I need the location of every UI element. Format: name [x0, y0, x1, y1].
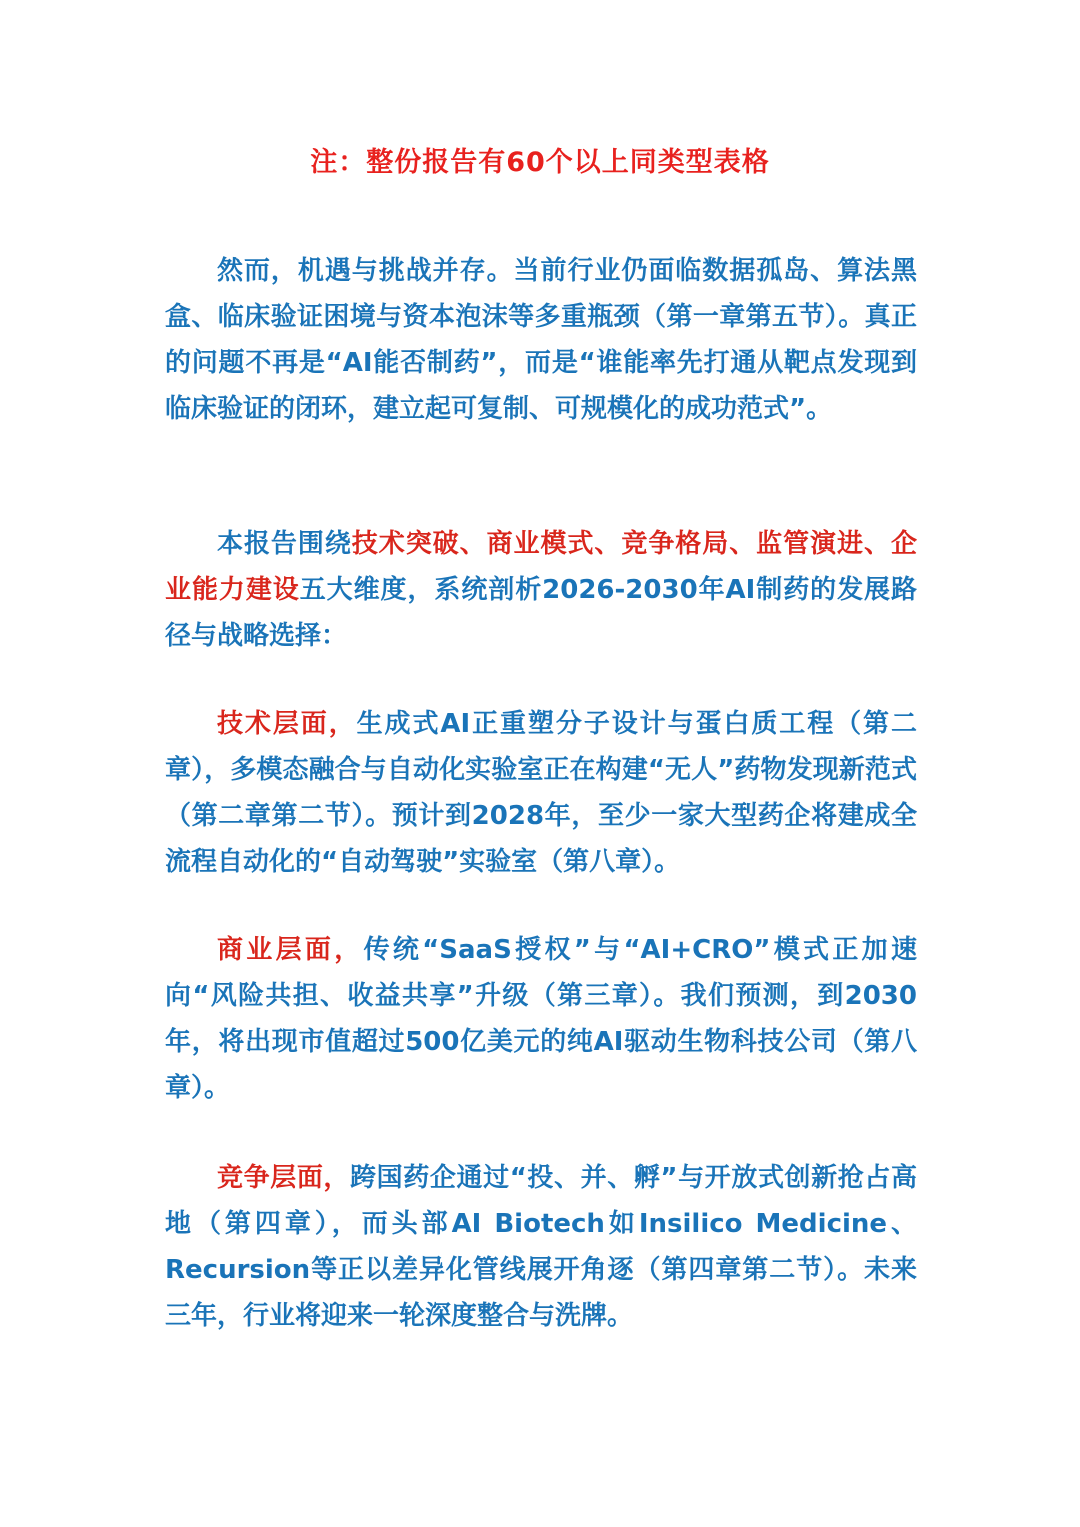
paragraph-lead-competition: 竞争层面， [217, 1163, 351, 1193]
paragraph-text: 然而，机遇与挑战并存。当前行业仍面临数据孤岛、算法黑盒、临床验证困境与资本泡沫等多重瓶颈（第一章第五节）。真正的问题不再是“AI能否制药”，而是“谁能率先打通从靶点发现到临床验证的闭环，建立起可复制、可规模化的成功范式”。 [165, 256, 917, 424]
paragraph-business [165, 927, 917, 1111]
dimensions-highlight: 技术突破、商业模式、竞争格局、监管演进、企业能力建设 [165, 529, 917, 605]
paragraph-report-dimensions [165, 521, 917, 659]
paragraph-opportunities-challenges [165, 248, 917, 432]
paragraph-prefix: 本报告围绕 [217, 529, 352, 559]
paragraph-text: 跨国药企通过“投、并、孵”与开放式创新抢占高地（第四章），而头部AI Biotech如Insilico Medicine、Recursion等正以差异化管线展开角逐（第四章第二节）。未来三年，行业将迎来一轮深度整合与洗牌。 [165, 1163, 917, 1331]
paragraph-text: 五大维度，系统剖析2026-2030年AI制药的发展路径与战略选择： [165, 575, 917, 651]
paragraph-text: 生成式AI正重塑分子设计与蛋白质工程（第二章），多模态融合与自动化实验室正在构建“无人”药物发现新范式（第二章第二节）。预计到2028年，至少一家大型药企将建成全流程自动化的“自动驾驶”实验室（第八章）。 [165, 709, 917, 877]
paragraph-lead-business: 商业层面， [217, 935, 364, 965]
paragraph-competition [165, 1155, 917, 1339]
paragraph-text: 传统“SaaS授权”与“AI+CRO”模式正加速向“风险共担、收益共享”升级（第三章）。我们预测，到2030年，将出现市值超过500亿美元的纯AI驱动生物科技公司（第八章）。 [165, 935, 917, 1103]
paragraph-lead-technology: 技术层面， [217, 709, 357, 739]
note-heading: 注：整份报告有60个以上同类型表格 [310, 147, 770, 178]
paragraph-technology [165, 701, 917, 885]
